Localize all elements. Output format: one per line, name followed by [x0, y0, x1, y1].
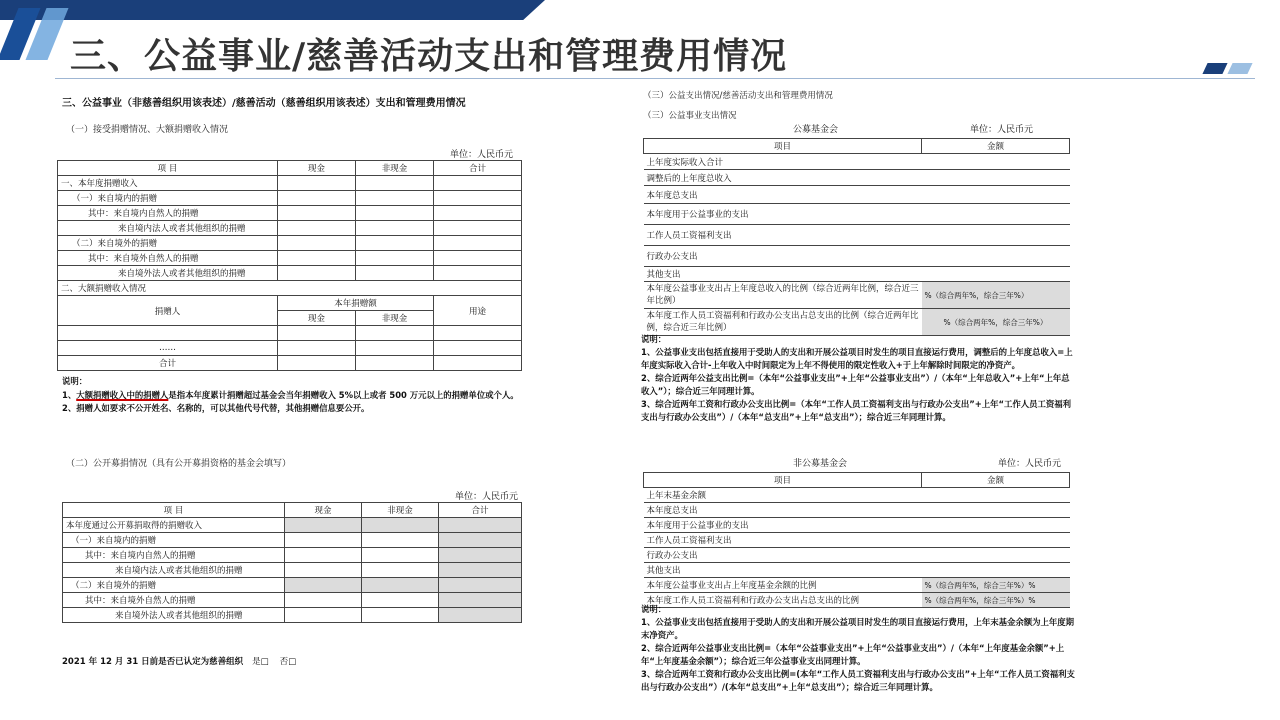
left-unit-1: 单位：人民币元 [450, 150, 514, 160]
ratio-value: %（综合两年%，综合三年%）% [922, 578, 1070, 593]
row-label: 本年度总支出 [644, 503, 922, 518]
header-cell: 项目 [644, 139, 922, 154]
table-row [63, 608, 522, 623]
row-label: 行政办公支出 [644, 246, 922, 267]
row-label: 本年度公益事业支出占上年度总收入的比例（综合近两年比例，综合近三年比例） [644, 282, 922, 309]
right-subheading-1: （三）公益事业支出情况 [643, 111, 737, 121]
row-label: 其他支出 [644, 267, 922, 282]
donor-header: 捐赠人 [58, 296, 278, 326]
row-label: 其中：来自境外自然人的捐赠 [63, 593, 285, 608]
row-label: （二）来自境外的捐赠 [63, 578, 285, 593]
row-label: （一）来自境内的捐赠 [63, 533, 285, 548]
table-row [644, 548, 1070, 563]
amount-header: 本年捐赠额 [278, 296, 434, 311]
row-label: 二、大额捐赠收入情况 [58, 281, 522, 296]
header-cell: 项目 [644, 473, 922, 488]
note-1: 1、大额捐赠收入中的捐赠人是指本年度累计捐赠超过基金会当年捐赠收入 5%以上或者 500 万元以上的捐赠单位或个人。 [62, 389, 519, 400]
public-foundation-table [643, 138, 1070, 336]
table-row [58, 341, 522, 356]
cash-header: 现金 [278, 311, 356, 326]
table-row [644, 533, 1070, 548]
ratio-value: %（综合两年%，综合三年%） [922, 282, 1070, 309]
left-unit-2: 单位：人民币元 [455, 492, 519, 502]
note-3: 3、综合近两年工资和行政办公支出比例=(本年“工作人员工资福利支出与行政办公支出”+上年“工作人员工资福利支出与行政办公支出”）/(本年“总支出”+上年“总支出”）；综合近三年同理计算。 [641, 669, 1075, 692]
row-label: 行政办公支出 [644, 548, 922, 563]
table-row [644, 563, 1070, 578]
left-notes [62, 375, 524, 416]
public-fundraising-table [62, 502, 522, 623]
table-row [58, 191, 522, 206]
header-cell: 项 目 [63, 503, 285, 518]
table-row [63, 548, 522, 563]
row-label: 调整后的上年度总收入 [644, 170, 922, 186]
row-label: 上年度实际收入合计 [644, 154, 922, 170]
note-title: 说明： [641, 604, 667, 614]
note-2: 2、综合近两年公益支出比例=（本年“公益事业支出”+上年“公益事业支出”）/（本年“上年总收入”+上年“上年总收入”）；综合近三年同理计算。 [641, 373, 1070, 396]
ratio-value: %（综合两年%，综合三年%）% [922, 593, 1070, 608]
table-row [63, 578, 522, 593]
left-subheading-2: （二）公开募捐情况（具有公开募捐资格的基金会填写） [66, 459, 292, 469]
table-row [644, 186, 1070, 204]
right-notes-1 [641, 333, 1075, 424]
row-label: 本年度总支出 [644, 186, 922, 204]
table-row [63, 533, 522, 548]
row-label: （一）来自境内的捐赠 [58, 191, 278, 206]
row-label: 来自境外法人或者其他组织的捐赠 [63, 608, 285, 623]
use-header: 用途 [434, 296, 522, 326]
table-row [644, 578, 1070, 593]
table-row [644, 246, 1070, 267]
table-row [58, 296, 522, 311]
row-label: 其中：来自境内自然人的捐赠 [58, 206, 278, 221]
table-row [63, 593, 522, 608]
note-3: 3、综合近两年工资和行政办公支出比例=（本年“工作人员工资福利支出与行政办公支出”+上年“工作人员工资福利支出与行政办公支出”）/（本年“总支出”+上年“总支出”）；综合近三年同理计算。 [641, 399, 1071, 422]
table-row [58, 326, 522, 341]
row-label: 本年度公益事业支出占上年度基金余额的比例 [644, 578, 922, 593]
table-row [58, 206, 522, 221]
row-label: 工作人员工资福利支出 [644, 225, 922, 246]
table-row [58, 266, 522, 281]
corner-mark-light [1227, 63, 1252, 74]
table-row [644, 154, 1070, 170]
table-row [644, 488, 1070, 503]
row-label: 本年度工作人员工资福利和行政办公支出占总支出的比例（综合近两年比例，综合近三年比例） [644, 309, 922, 336]
table-row [58, 236, 522, 251]
note-1: 1、公益事业支出包括直接用于受助人的支出和开展公益项目时发生的项目直接运行费用，调整后的上年度总收入=上年度实际收入合计-上年收入中时间限定为上年不得使用的限定性收入+于上年解除时间限定的净资产。 [641, 347, 1073, 370]
table-row [644, 309, 1070, 336]
dots-cell: …… [58, 341, 278, 356]
row-label: （二）来自境外的捐赠 [58, 236, 278, 251]
row-label: 上年末基金余额 [644, 488, 922, 503]
page-title: 三、公益事业/慈善活动支出和管理费用情况 [70, 36, 788, 77]
row-label: 本年度通过公开募捐取得的捐赠收入 [63, 518, 285, 533]
row-label: 其中：来自境内自然人的捐赠 [63, 548, 285, 563]
nonpublic-foundation-table [643, 472, 1070, 608]
header-cell: 非现金 [362, 503, 439, 518]
row-label: 本年度用于公益事业的支出 [644, 518, 922, 533]
header-cell: 金额 [922, 139, 1070, 154]
table-row [644, 204, 1070, 225]
header-cell: 现金 [278, 161, 356, 176]
no-checkbox[interactable]: 否□ [279, 657, 297, 667]
donation-table [57, 160, 522, 371]
table-row [58, 176, 522, 191]
table-row [58, 281, 522, 296]
row-label: 本年度工作人员工资福利和行政办公支出占总支出的比例 [644, 593, 922, 608]
row-label: 来自境内法人或者其他组织的捐赠 [58, 221, 278, 236]
table-row [644, 170, 1070, 186]
charity-status-question: 2021 年 12 月 31 日前是否已认定为慈善组织 [62, 657, 244, 667]
table-row [644, 282, 1070, 309]
header-cell: 非现金 [356, 161, 434, 176]
nonpublic-foundation-caption: 非公募基金会 [793, 459, 848, 469]
right-notes-2 [641, 603, 1075, 694]
yes-checkbox[interactable]: 是□ [252, 657, 269, 667]
charity-status-line [62, 657, 296, 668]
row-label: 来自境内法人或者其他组织的捐赠 [63, 563, 285, 578]
row-label: 来自境外法人或者其他组织的捐赠 [58, 266, 278, 281]
table-row [644, 225, 1070, 246]
row-label: 其中：来自境外自然人的捐赠 [58, 251, 278, 266]
table-row [58, 356, 522, 371]
header-cell: 金额 [922, 473, 1070, 488]
table-row [63, 518, 522, 533]
right-unit-2: 单位：人民币元 [998, 459, 1062, 469]
table-row [63, 563, 522, 578]
header-decoration-bar [0, 0, 545, 20]
table-row [58, 221, 522, 236]
header-cell: 现金 [285, 503, 362, 518]
total-cell: 合计 [58, 356, 278, 371]
note-2: 2、捐赠人如要求不公开姓名、名称的，可以其他代号代替，其他捐赠信息要公开。 [62, 403, 370, 413]
ratio-value: %（综合两年%，综合三年%） [922, 309, 1070, 336]
header-cell: 合计 [439, 503, 522, 518]
row-label: 其他支出 [644, 563, 922, 578]
header-cell: 项 目 [58, 161, 278, 176]
row-label: 本年度用于公益事业的支出 [644, 204, 922, 225]
table-row [644, 267, 1070, 282]
table-header-row [644, 473, 1070, 488]
right-subheading-0: （三）公益支出情况/慈善活动支出和管理费用情况 [643, 91, 833, 101]
table-row [58, 251, 522, 266]
note-title: 说明： [62, 376, 88, 386]
left-heading: 三、公益事业（非慈善组织用该表述）/慈善活动（慈善组织用该表述）支出和管理费用情况 [62, 98, 466, 109]
corner-mark-dark [1202, 63, 1227, 74]
table-header-row [63, 503, 522, 518]
title-divider [55, 78, 1255, 79]
note-2: 2、综合近两年公益事业支出比例=（本年“公益事业支出”+上年“公益事业支出”）/（本年“上年度基金余额”+上年“上年度基金余额”）；综合近三年公益事业支出同理计算。 [641, 643, 1065, 666]
table-row [644, 518, 1070, 533]
row-label: 工作人员工资福利支出 [644, 533, 922, 548]
note-1-underlined: 大额捐赠收入中的捐赠人 [76, 389, 169, 400]
right-unit-1: 单位：人民币元 [970, 125, 1034, 135]
noncash-header: 非现金 [356, 311, 434, 326]
note-title: 说明： [641, 334, 667, 344]
public-foundation-caption: 公募基金会 [793, 125, 839, 135]
table-row [644, 503, 1070, 518]
table-header-row [644, 139, 1070, 154]
row-label: 一、本年度捐赠收入 [58, 176, 278, 191]
left-subheading-1: （一）接受捐赠情况、大额捐赠收入情况 [66, 125, 229, 135]
header-cell: 合计 [434, 161, 522, 176]
table-header-row [58, 161, 522, 176]
note-1: 1、公益事业支出包括直接用于受助人的支出和开展公益项目时发生的项目直接运行费用，上年末基金余额为上年度期末净资产。 [641, 617, 1074, 640]
